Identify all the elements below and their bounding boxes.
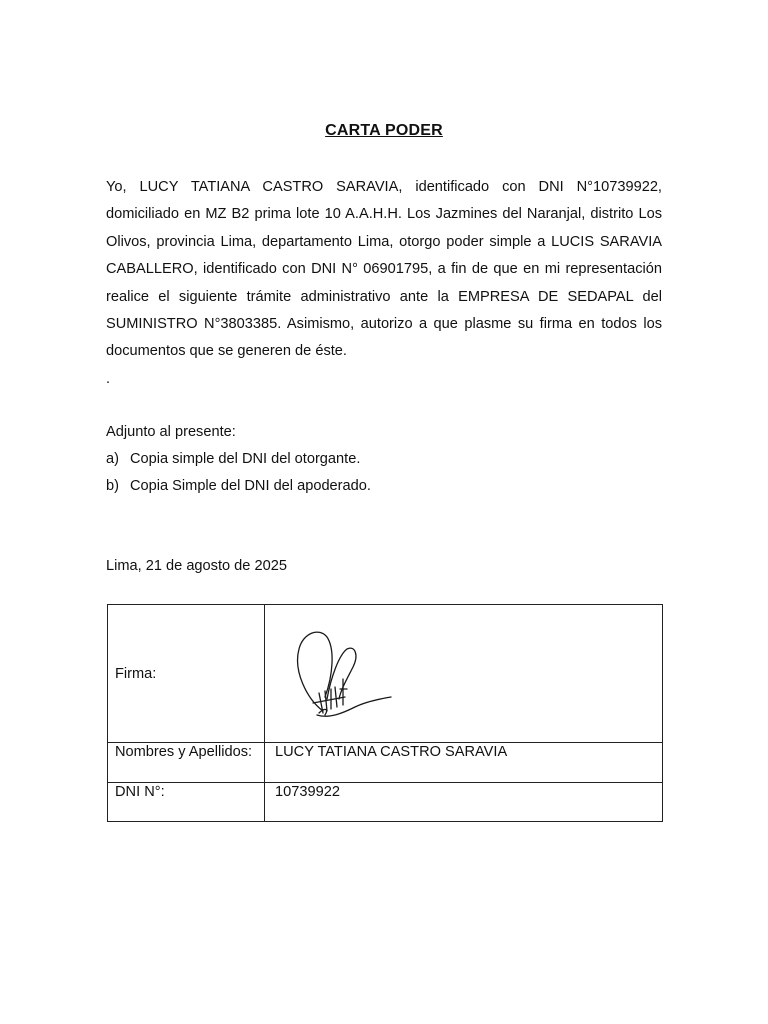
name-row (108, 743, 663, 783)
signature-table (107, 604, 663, 822)
place-date: Lima, 21 de agosto de 2025 (106, 558, 287, 574)
stray-dot: . (106, 371, 111, 387)
attachment-text: Copia Simple del DNI del apoderado. (130, 478, 371, 494)
firma-row (108, 605, 663, 743)
dni-value: 10739922 (265, 783, 663, 822)
attachment-marker: b) (106, 478, 119, 494)
body-paragraph: Yo, LUCY TATIANA CASTRO SARAVIA, identificado con DNI N°10739922, domiciliado en MZ B2 prima lote 10 A.A.H.H. Los Jazmines del Naranjal, distrito Los Olivos, provincia Lima, departamento Lima, otorgo poder simple a LUCIS SARAVIA CABALLERO, identificado con DNI N° 06901795, a fin de que en mi representación realice el siguiente trámite administrativo ante la EMPRESA DE SEDAPAL del SUMINISTRO N°3803385. Asimismo, autorizo a que plasme su firma en todos los documentos que se generen de éste. (106, 179, 662, 360)
dni-label: DNI N°: (108, 783, 265, 822)
firma-label: Firma: (108, 605, 265, 743)
signature-cell (265, 605, 663, 743)
document-title: CARTA PODER (325, 122, 443, 139)
attachments-heading: Adjunto al presente: (106, 424, 236, 440)
name-value: LUCY TATIANA CASTRO SARAVIA (265, 743, 663, 783)
attachment-marker: a) (106, 451, 119, 467)
handwritten-signature (285, 619, 405, 729)
attachment-text: Copia simple del DNI del otorgante. (130, 451, 361, 467)
attachment-item (106, 446, 371, 473)
name-label: Nombres y Apellidos: (108, 743, 265, 783)
attachment-item (106, 473, 371, 500)
dni-row (108, 783, 663, 822)
attachments-list (106, 446, 371, 500)
